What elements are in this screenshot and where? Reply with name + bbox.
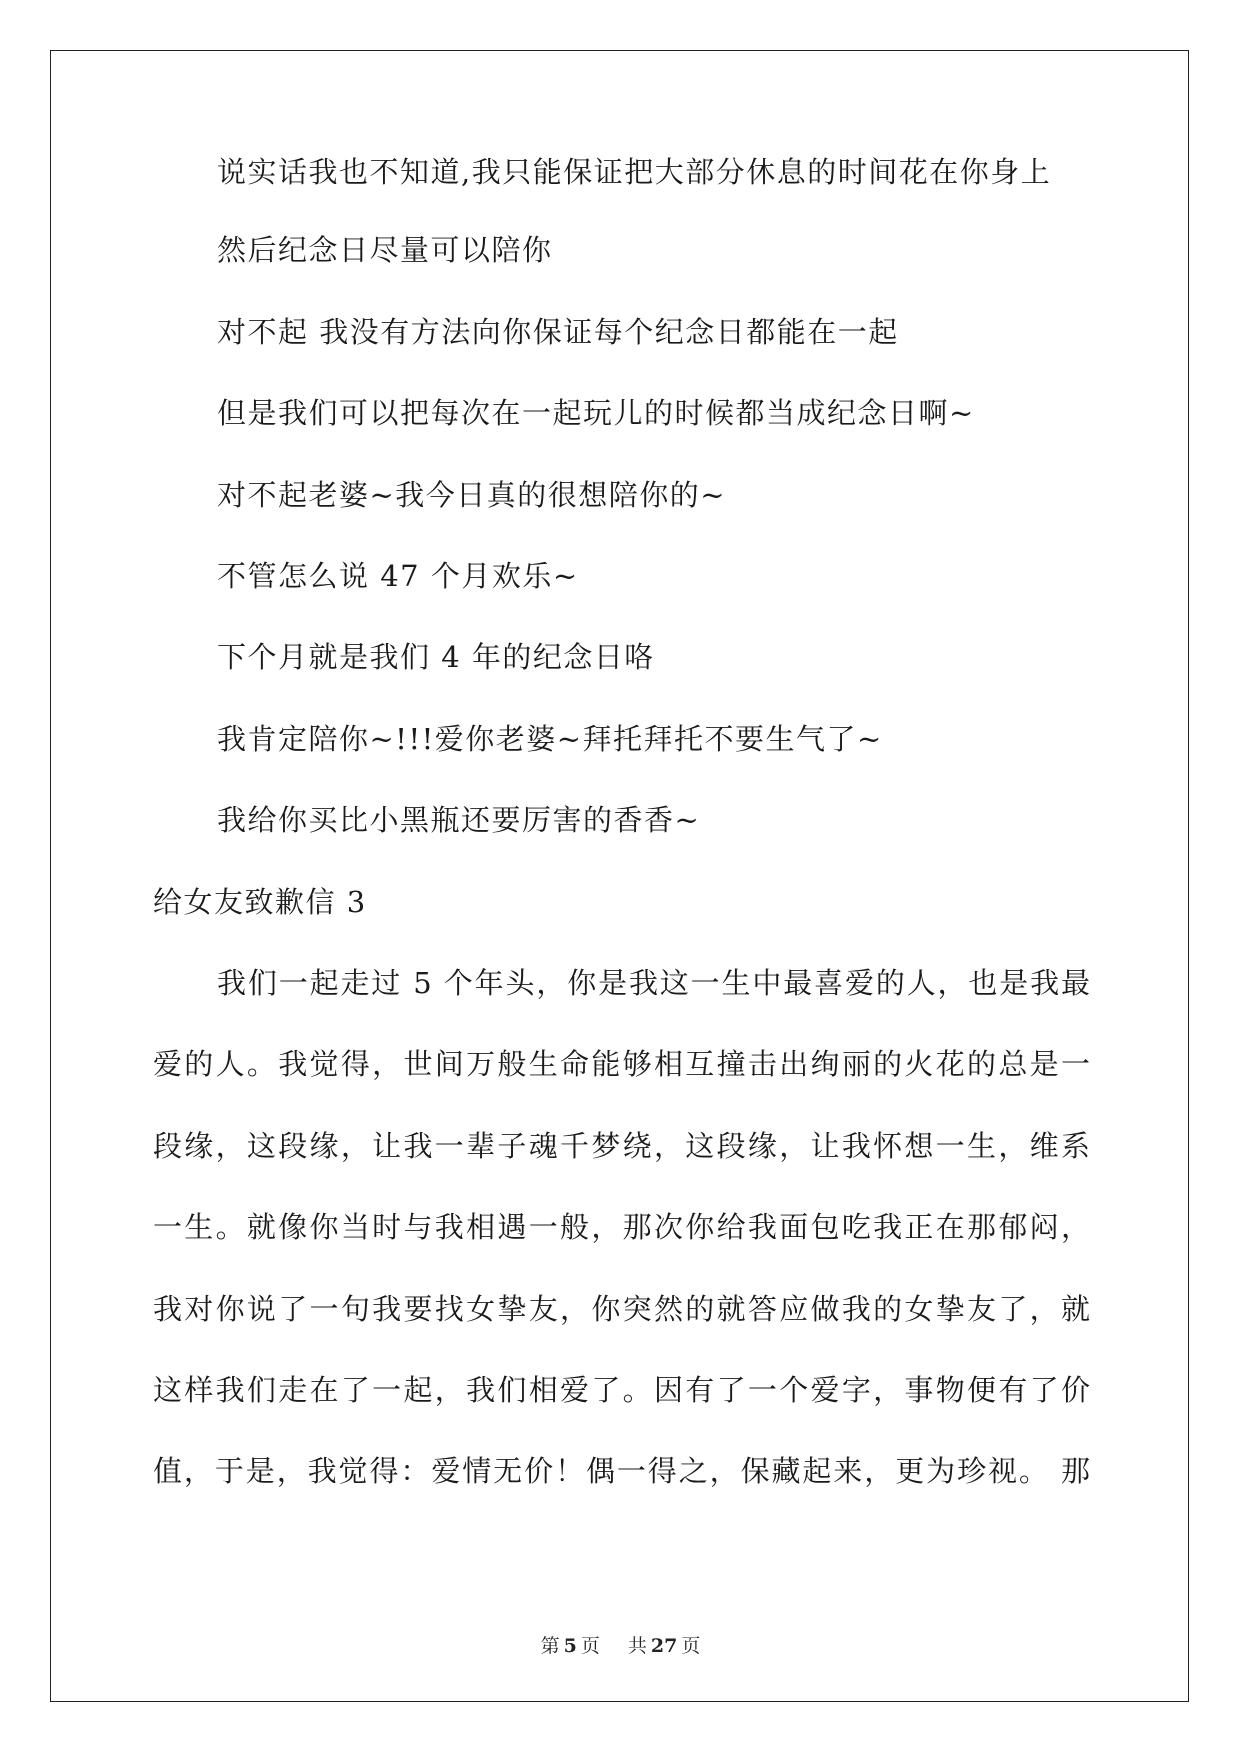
text-line: 我肯定陪你~!!!爱你老婆~拜托拜托不要生气了~ <box>217 722 883 756</box>
footer-page-suffix: 页 <box>580 1635 600 1657</box>
text-line: 说实话我也不知道,我只能保证把大部分休息的时间花在你身上 <box>217 155 1052 189</box>
text-line: 对不起 我没有方法向你保证每个纪念日都能在一起 <box>217 315 899 349</box>
text-line: 但是我们可以把每次在一起玩儿的时候都当成纪念日啊~ <box>217 396 975 430</box>
section-title: 给女友致歉信 3 <box>153 885 367 919</box>
paragraph-line: 值，于是，我觉得：爱情无价！偶一得之，保藏起来，更为珍视。 那 <box>153 1454 1091 1488</box>
footer-page-number: 5 <box>563 1635 577 1657</box>
paragraph-line: 我对你说了一句我要找女挚友，你突然的就答应做我的女挚友了，就 <box>153 1292 1091 1326</box>
footer-prefix: 第 <box>540 1635 560 1657</box>
page-footer <box>0 1631 1241 1658</box>
text-line: 我给你买比小黑瓶还要厉害的香香~ <box>217 803 701 837</box>
footer-total-pages: 27 <box>650 1635 678 1657</box>
paragraph-line: 一生。就像你当时与我相遇一般，那次你给我面包吃我正在那郁闷， <box>153 1210 1091 1244</box>
text-line: 对不起老婆~我今日真的很想陪你的~ <box>217 478 727 512</box>
footer-total-suffix: 页 <box>681 1635 701 1657</box>
text-line: 然后纪念日尽量可以陪你 <box>217 233 553 267</box>
text-line: 不管怎么说 47 个月欢乐~ <box>217 559 579 593</box>
text-line: 下个月就是我们 4 年的纪念日咯 <box>217 640 655 674</box>
paragraph-line: 段缘，这段缘，让我一辈子魂千梦绕，这段缘，让我怀想一生，维系 <box>153 1129 1091 1163</box>
paragraph-line: 这样我们走在了一起，我们相爱了。因有了一个爱字，事物便有了价 <box>153 1373 1091 1407</box>
footer-total-prefix: 共 <box>627 1635 647 1657</box>
paragraph-line: 爱的人。我觉得，世间万般生命能够相互撞击出绚丽的火花的总是一 <box>153 1047 1091 1081</box>
paragraph-line: 我们一起走过 5 个年头，你是我这一生中最喜爱的人，也是我最 <box>217 966 1091 1000</box>
